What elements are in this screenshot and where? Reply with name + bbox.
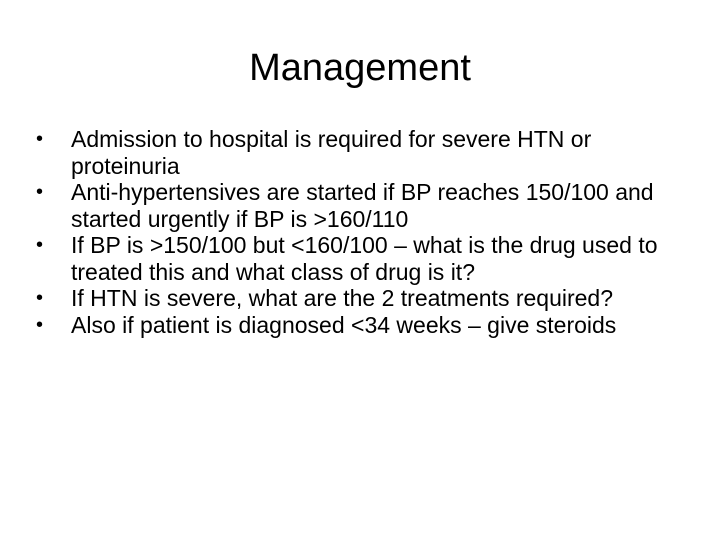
bullet-item	[36, 285, 676, 312]
bullet-dot-icon: •	[36, 234, 44, 256]
bullet-text: If BP is >150/100 but <160/100 – what is the drug used to treated this and what class of drug is it?	[71, 232, 658, 285]
bullet-text: Admission to hospital is required for severe HTN or proteinuria	[71, 126, 592, 179]
slide-title: Management	[249, 47, 471, 89]
bullet-item	[36, 126, 676, 179]
bullet-item	[36, 312, 676, 339]
bullet-text: Also if patient is diagnosed <34 weeks – give steroids	[71, 311, 617, 338]
bullet-text: Anti-hypertensives are started if BP reaches 150/100 and started urgently if BP is >160/110	[71, 179, 654, 232]
bullet-item	[36, 232, 676, 285]
bullet-dot-icon: •	[36, 128, 44, 150]
bullet-item	[36, 179, 676, 232]
bullet-text: If HTN is severe, what are the 2 treatments required?	[71, 285, 614, 311]
bullet-dot-icon: •	[36, 181, 44, 203]
bullet-dot-icon: •	[36, 313, 44, 336]
bullet-dot-icon: •	[36, 287, 44, 309]
bullet-list	[36, 126, 676, 338]
